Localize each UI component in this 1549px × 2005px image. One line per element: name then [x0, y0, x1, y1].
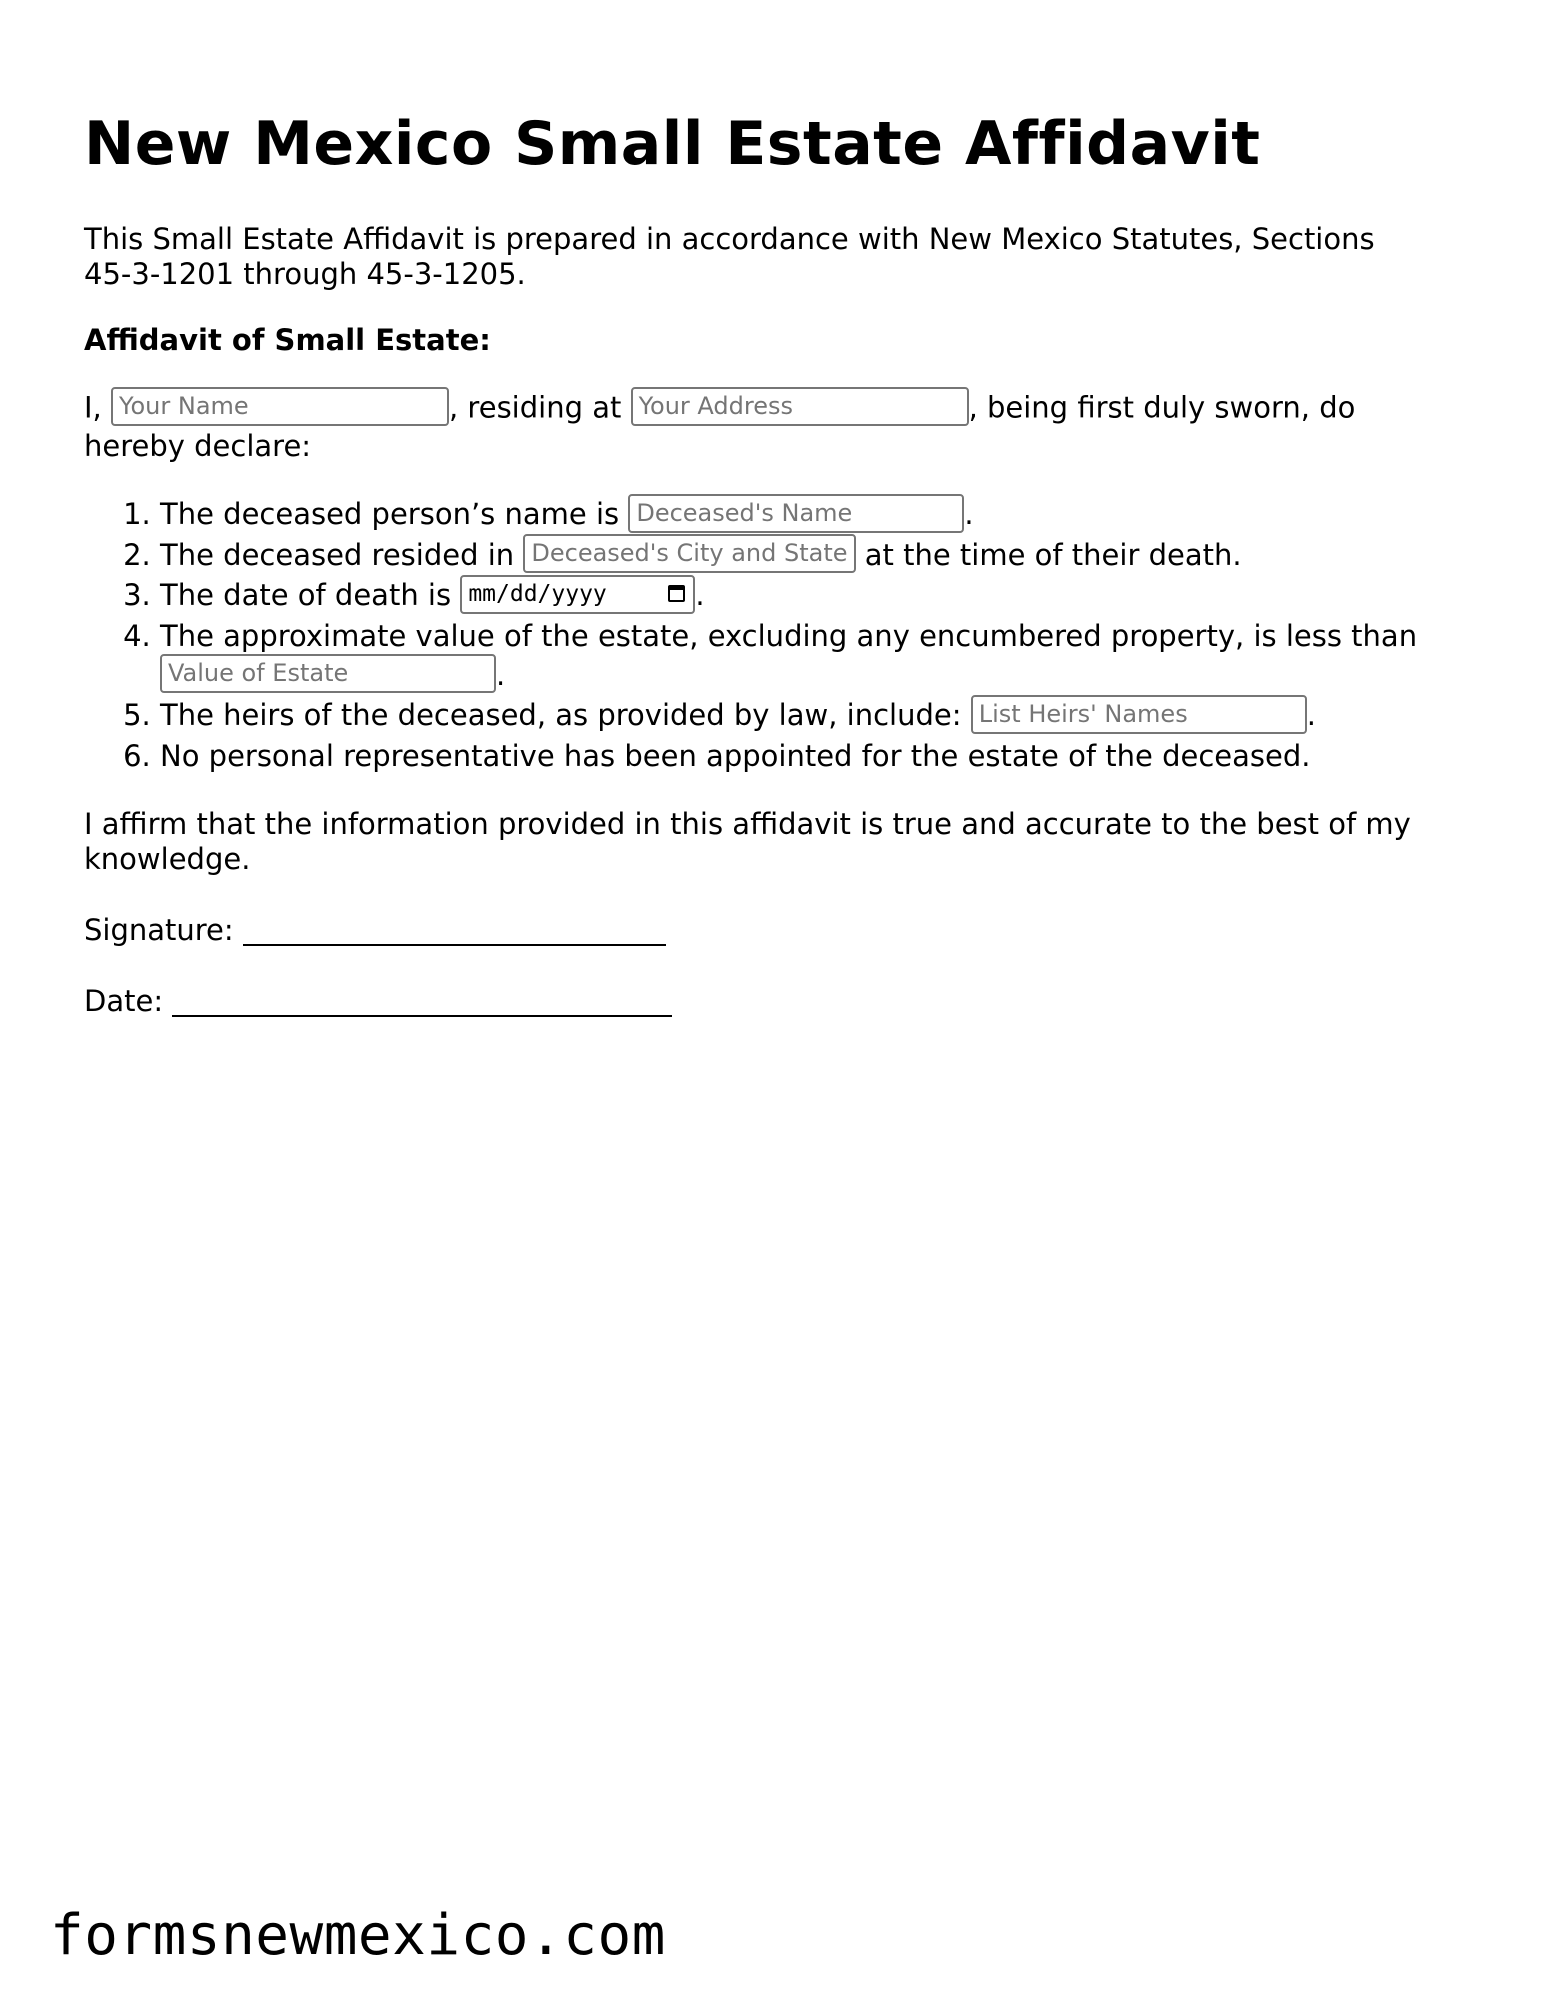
declaration-paragraph [84, 390, 1424, 464]
section-heading: Affidavit of Small Estate: [84, 323, 491, 357]
deceased-city-state-input[interactable]: Deceased's City and State [523, 534, 855, 573]
item-text: The deceased person’s name is [160, 497, 629, 531]
list-item [160, 495, 1424, 536]
item-after-text: at the time of their death. [855, 537, 1242, 572]
declaration-prefix: I, [84, 390, 111, 425]
item-text: The approximate value of the estate, excluding any encumbered property, is less than [160, 618, 1418, 653]
site-watermark: formsnewmexico.com [50, 1903, 666, 1968]
signature-row [84, 908, 1424, 948]
item-after-text: . [1306, 698, 1316, 732]
item-after-text: . [695, 578, 705, 612]
item-text: No personal representative has been appointed for the estate of the deceased. [160, 738, 1311, 773]
estate-value-input[interactable]: Value of Estate [160, 654, 496, 693]
item-text: The heirs of the deceased, as provided by law, include: [160, 698, 971, 732]
signature-line[interactable] [243, 914, 666, 946]
your-name-input[interactable]: Your Name [111, 387, 449, 426]
item-text: The deceased resided in [160, 537, 524, 572]
signature-label: Signature: [84, 912, 243, 947]
calendar-icon[interactable] [668, 585, 685, 602]
declaration-suffix: , being first duly sworn, do hereby declare: [84, 390, 1356, 463]
affidavit-statements-list [84, 495, 1424, 776]
item-after-text: . [964, 497, 974, 531]
item-text: The date of death is [160, 578, 461, 612]
date-format-text: mm/dd/yyyy [468, 580, 607, 607]
page-title: New Mexico Small Estate Affidavit [84, 109, 1261, 179]
date-label: Date: [84, 983, 173, 1018]
list-item [160, 696, 1424, 737]
your-address-input[interactable]: Your Address [631, 387, 969, 426]
date-row [84, 979, 1424, 1019]
declaration-mid: , residing at [449, 390, 631, 425]
affidavit-document [84, 100, 1424, 1050]
intro-paragraph: This Small Estate Affidavit is prepared in accordance with New Mexico Statutes, Sections 45-3-1201 through 45-3-1205. [84, 222, 1375, 291]
item-after-text: . [496, 657, 506, 692]
heirs-names-input[interactable]: List Heirs' Names [971, 695, 1307, 734]
date-of-death-input[interactable] [460, 575, 695, 614]
list-item [160, 617, 1424, 697]
affirmation-paragraph: I affirm that the information provided in this affidavit is true and accurate to the best of my knowledge. [84, 806, 1411, 876]
list-item [160, 536, 1424, 577]
list-item [160, 737, 1424, 776]
deceased-name-input[interactable]: Deceased's Name [628, 494, 964, 533]
list-item [160, 576, 1424, 617]
date-line[interactable] [172, 985, 672, 1017]
